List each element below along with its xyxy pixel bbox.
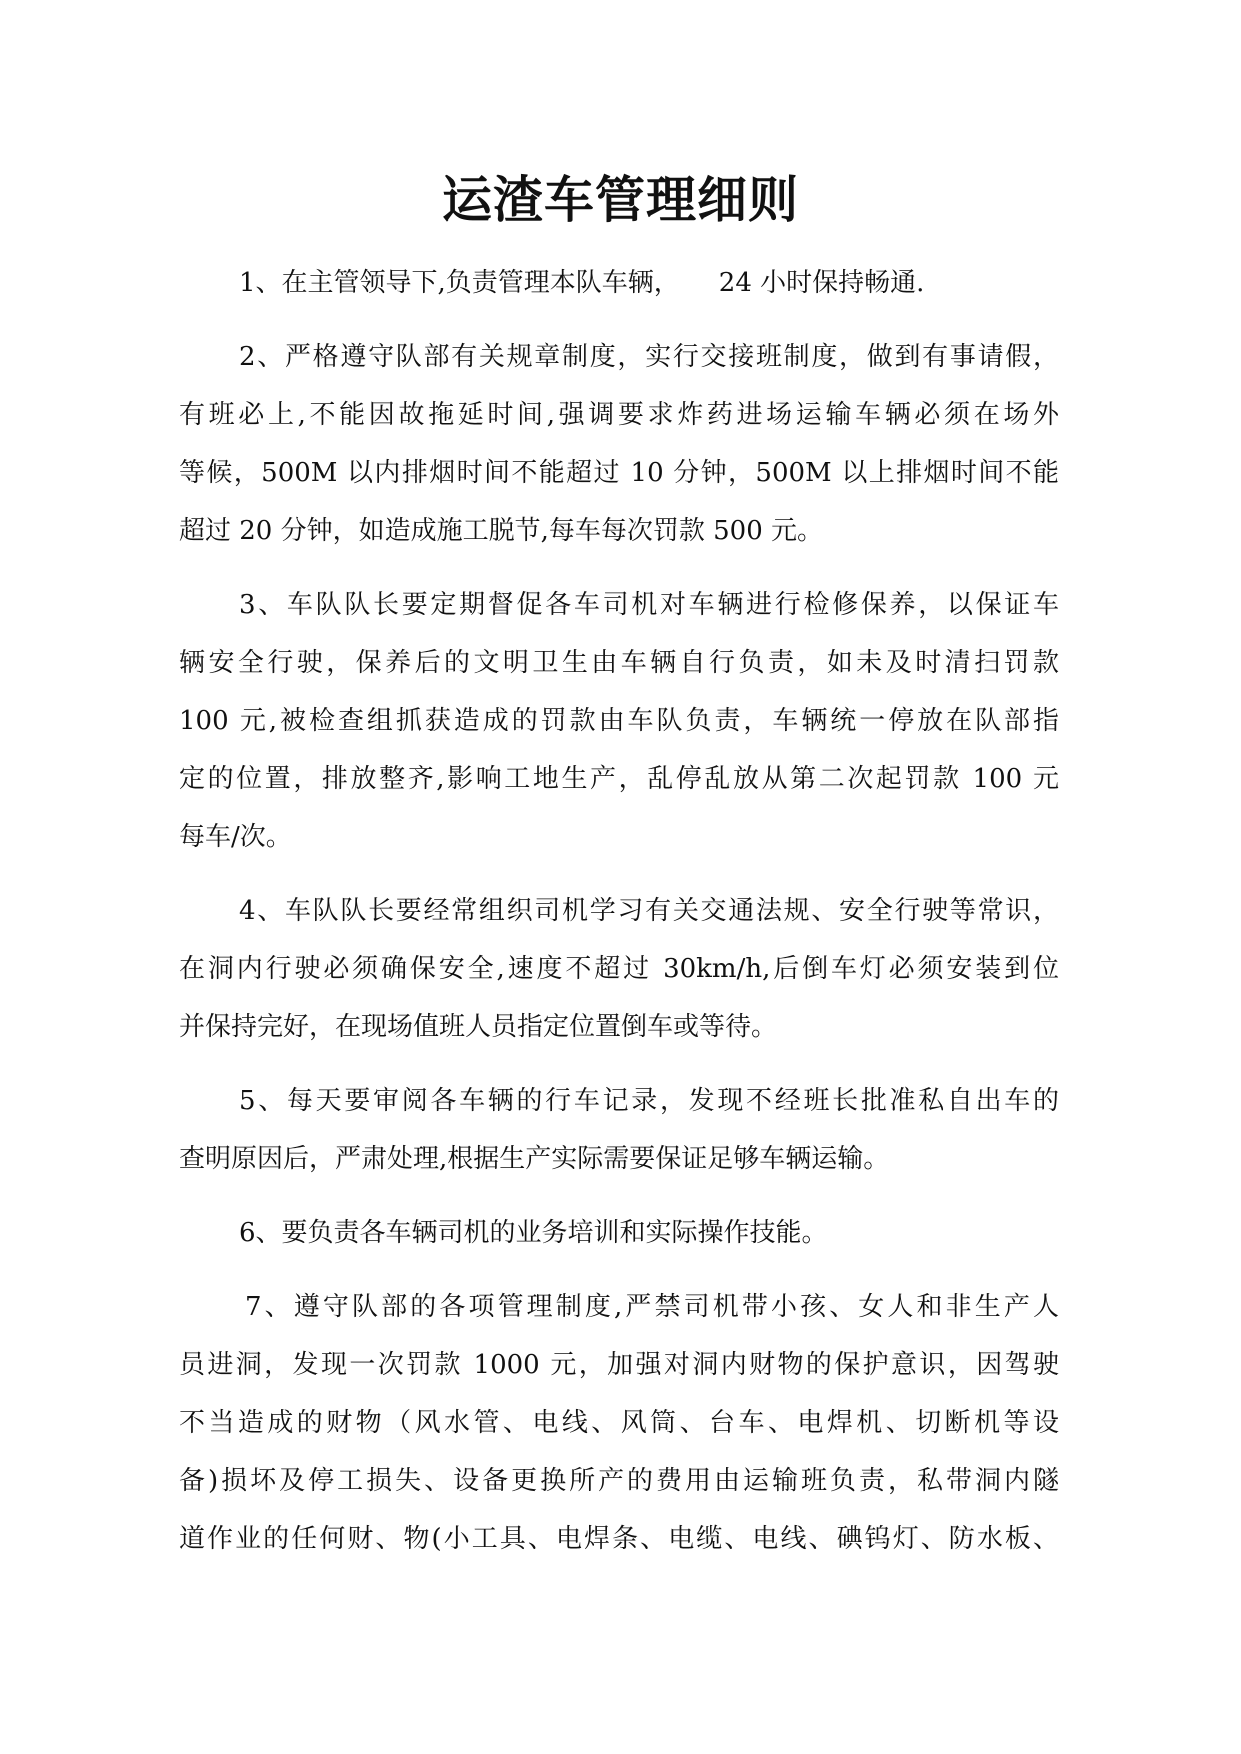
- text-line: 辆安全行驶，保养后的文明卫生由车辆自行负责，如未及时清扫罚款: [179, 648, 1059, 678]
- text-line: 查明原因后，严肃处理,根据生产实际需要保证足够车辆运输。: [179, 1144, 890, 1174]
- text-line: 1、在主管领导下,负责管理本队车辆， 24 小时保持畅通.: [239, 268, 925, 298]
- text-line: 定的位置，排放整齐,影响工地生产，乱停乱放从第二次起罚款 100 元: [179, 764, 1059, 794]
- text-line: 等候，500M 以内排烟时间不能超过 10 分钟，500M 以上排烟时间不能: [179, 458, 1059, 488]
- text-line: 5、每天要审阅各车辆的行车记录，发现不经班长批准私自出车的: [239, 1086, 1059, 1116]
- text-line: 超过 20 分钟，如造成施工脱节,每车每次罚款 500 元。: [179, 516, 824, 546]
- text-line: 员进洞，发现一次罚款 1000 元，加强对洞内财物的保护意识，因驾驶: [179, 1350, 1059, 1380]
- paragraph-4: [179, 882, 1059, 1056]
- text-line: 7、遵守队部的各项管理制度,严禁司机带小孩、女人和非生产人: [245, 1292, 1059, 1322]
- text-line: 2、严格遵守队部有关规章制度，实行交接班制度，做到有事请假，: [239, 342, 1059, 372]
- document-title: 运渣车管理细则: [442, 171, 799, 229]
- document-body: [179, 254, 1059, 1568]
- text-line: 并保持完好，在现场值班人员指定位置倒车或等待。: [179, 1012, 778, 1042]
- text-line: 每车/次。: [179, 822, 292, 852]
- paragraph-7: [179, 1278, 1059, 1568]
- text-line: 备)损坏及停工损失、设备更换所产的费用由运输班负责，私带洞内隧: [179, 1466, 1059, 1496]
- paragraph-2: [179, 328, 1059, 560]
- text-line: 在洞内行驶必须确保安全,速度不超过 30km/h,后倒车灯必须安装到位: [179, 954, 1059, 984]
- text-line: 4、车队队长要经常组织司机学习有关交通法规、安全行驶等常识，: [239, 896, 1059, 926]
- text-line: 不当造成的财物（风水管、电线、风筒、台车、电焊机、切断机等设: [179, 1408, 1059, 1438]
- text-line: 3、车队队长要定期督促各车司机对车辆进行检修保养，以保证车: [239, 590, 1059, 620]
- text-line: 有班必上,不能因故拖延时间,强调要求炸药进场运输车辆必须在场外: [179, 400, 1059, 430]
- paragraph-6: [179, 1204, 1059, 1262]
- paragraph-3: [179, 576, 1059, 866]
- text-line: 100 元,被检查组抓获造成的罚款由车队负责，车辆统一停放在队部指: [179, 706, 1059, 736]
- paragraph-5: [179, 1072, 1059, 1188]
- text-line: 6、要负责各车辆司机的业务培训和实际操作技能。: [239, 1218, 828, 1248]
- paragraph-1: [179, 254, 1059, 312]
- text-line: 道作业的任何财、物(小工具、电焊条、电缆、电线、碘钨灯、防水板、: [179, 1524, 1059, 1554]
